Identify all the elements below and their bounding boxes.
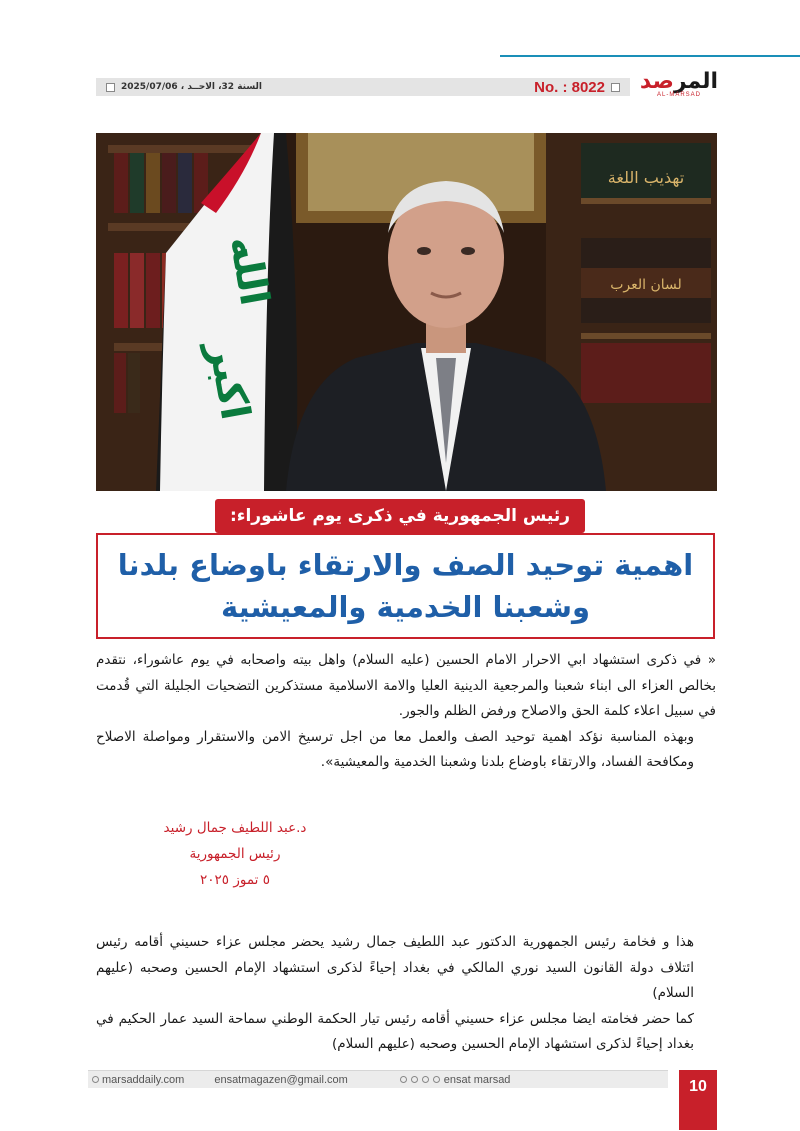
- date-line: [106, 82, 262, 92]
- youtube-icon: [433, 1076, 440, 1083]
- statement-paragraph-1: « في ذكرى استشهاد ابي الاحرار الامام الحسين (عليه السلام) واهل بيته واصحابه في يوم عاشوراء، نتقدم بخالص العزاء الى ابناء شعبنا والمرجعية الدينية العليا والامة الاسلامية مستذكرين التضحيات الجليلة التي قُدمت في سبيل اعلاء كلمة الحق والاصلاح ورفض الظلم والجور.: [96, 652, 716, 719]
- statement-paragraph-2: وبهذه المناسبة نؤكد اهمية توحيد الصف والعمل معا من اجل ترسيخ الامن والاستقرار ومواصلة الاصلاح ومكافحة الفساد، والارتقاء باوضاع بلدنا وشعبنا الخدمية والمعيشية».: [96, 728, 694, 770]
- headline-line-2: وشعبنا الخدمية والمعيشية: [221, 590, 590, 624]
- flag-word-akbar: اكبر: [199, 338, 259, 424]
- flag-word-allah: الله: [220, 232, 278, 309]
- twitter-icon: [411, 1076, 418, 1083]
- publication-logo: [638, 70, 720, 104]
- square-icon: [106, 83, 115, 92]
- instagram-icon: [422, 1076, 429, 1083]
- facebook-icon: [400, 1076, 407, 1083]
- president-statement: [96, 648, 716, 776]
- news-paragraph-1: هذا و فخامة رئيس الجمهورية الدكتور عبد اللطيف جمال رشيد يحضر مجلس عزاء حسيني أقامه رئيس ائتلاف دولة القانون السيد نوري المالكي في بغداد إحياءً لذكرى استشهاد الإمام الحسين وصحبه (عليهم السلام): [96, 934, 694, 1001]
- header-rule: [500, 55, 800, 57]
- book-title-2: لسان العرب: [610, 277, 682, 293]
- logo-latin: AL-MARSAD: [656, 92, 701, 98]
- news-text: [96, 930, 716, 1058]
- signature-block: [150, 815, 320, 893]
- logo-part-a: المر: [673, 69, 719, 94]
- book-title-1: تهذيب اللغة: [607, 168, 685, 187]
- logo-part-b: صد: [639, 69, 674, 94]
- article-kicker: رئيس الجمهورية في ذكرى يوم عاشوراء:: [215, 499, 585, 533]
- signature-date: ٥ تموز ٢٠٢٥: [200, 872, 270, 888]
- footer-bar: [88, 1070, 668, 1088]
- news-paragraph-2: كما حضر فخامته ايضا مجلس عزاء حسيني أقامه رئيس تيار الحكمة الوطني سماحة السيد عمار الحكيم في بغداد إحياءً لذكرى استشهاد الإمام الحسين وصحبه (عليهم السلام): [96, 1010, 694, 1052]
- website-text: marsaddaily.com: [102, 1073, 185, 1086]
- header-bar: [96, 78, 630, 96]
- logo-arabic: [638, 70, 720, 94]
- footer-website[interactable]: [92, 1074, 184, 1086]
- footer-social[interactable]: [400, 1074, 511, 1086]
- square-icon: [611, 83, 620, 92]
- page-number: 10: [679, 1070, 717, 1130]
- issue-number-text: No. : 8022: [534, 78, 605, 96]
- signature-name: د.عبد اللطيف جمال رشيد: [163, 820, 307, 836]
- article-photo: [96, 133, 717, 491]
- headline-line-1: اهمية توحيد الصف والارتقاء باوضاع بلدنا: [117, 548, 694, 582]
- globe-icon: [92, 1076, 99, 1083]
- headline-box: [96, 533, 715, 639]
- signature-title: رئيس الجمهورية: [189, 846, 281, 862]
- social-handle: ensat marsad: [443, 1073, 511, 1086]
- president-photo-illustration: [96, 133, 717, 491]
- date-text: السنة 32، الاحــد ، 2025/07/06: [121, 82, 262, 92]
- issue-number: [534, 79, 620, 96]
- footer-email[interactable]: ensatmagazen@gmail.com: [214, 1073, 348, 1086]
